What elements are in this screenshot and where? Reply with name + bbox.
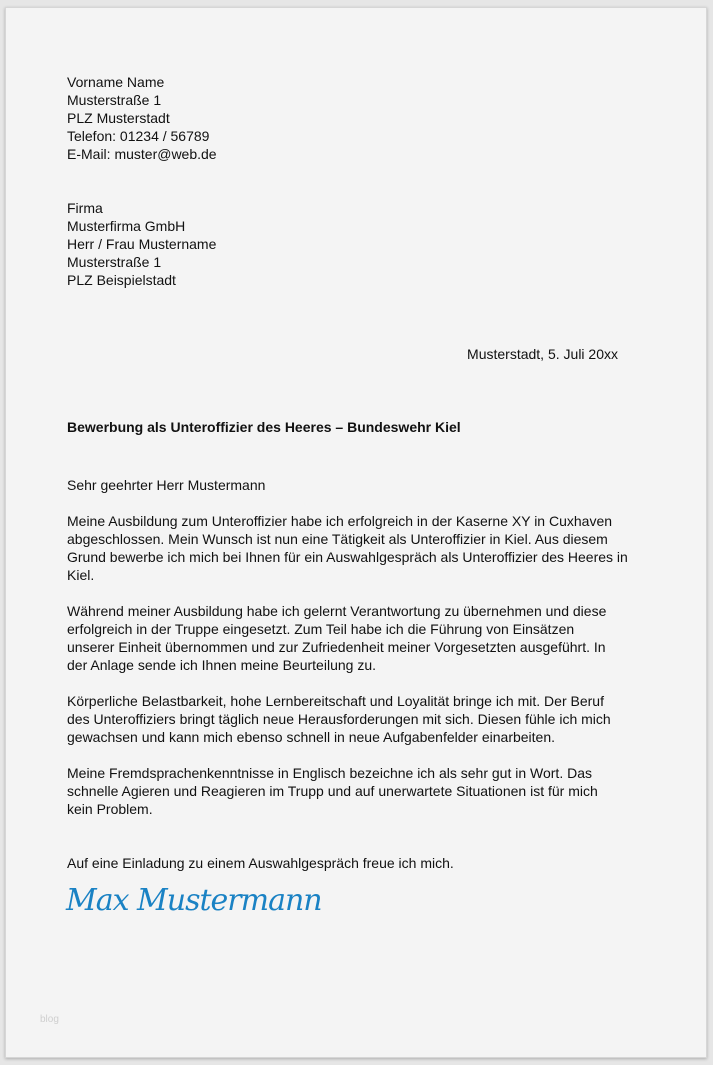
- paragraph-2: [67, 602, 606, 674]
- salutation: Sehr geehrter Herr Mustermann: [67, 477, 266, 493]
- subject-line: Bewerbung als Unteroffizier des Heeres – Bundeswehr Kiel: [67, 419, 461, 435]
- sender-address: [67, 73, 217, 163]
- text-line: unserer Einheit übernommen und zur Zufriedenheit meiner Vorgesetzten ausgeführt. In: [67, 639, 606, 655]
- text-line: gewachsen und kann mich ebenso schnell in neue Aufgabenfelder einarbeiten.: [67, 729, 556, 745]
- sender-line: Musterstraße 1: [67, 92, 162, 108]
- sender-line: E-Mail: muster@web.de: [67, 146, 217, 162]
- text-line: schnelle Agieren und Reagieren im Trupp und auf unerwartete Situationen ist für mich: [67, 783, 598, 799]
- sender-line: PLZ Musterstadt: [67, 110, 170, 126]
- closing-line: Auf eine Einladung zu einem Auswahlgespräch freue ich mich.: [67, 855, 454, 871]
- text-line: Körperliche Belastbarkeit, hohe Lernbereitschaft und Loyalität bringe ich mit. Der Beruf: [67, 693, 604, 709]
- text-line: Meine Fremdsprachenkenntnisse in Englisch bezeichne ich als sehr gut in Wort. Das: [67, 765, 592, 781]
- letter-date: Musterstadt, 5. Juli 20xx: [467, 346, 618, 362]
- letter-page: [5, 7, 707, 1058]
- text-line: Grund bewerbe ich mich bei Ihnen für ein Auswahlgespräch als Unteroffizier des Heeres in: [67, 549, 628, 565]
- text-line: erfolgreich in der Truppe eingesetzt. Zum Teil habe ich die Führung von Einsätzen: [67, 621, 575, 637]
- text-line: Kiel.: [67, 567, 95, 583]
- sender-line: Vorname Name: [67, 74, 165, 90]
- paragraph-4: [67, 764, 598, 818]
- text-line: der Anlage sende ich Ihnen meine Beurteilung zu.: [67, 657, 376, 673]
- recipient-line: PLZ Beispielstadt: [67, 272, 176, 288]
- paragraph-3: [67, 692, 611, 746]
- recipient-address: [67, 199, 216, 289]
- sender-line: Telefon: 01234 / 56789: [67, 128, 210, 144]
- text-line: des Unteroffiziers bringt täglich neue Herausforderungen mit sich. Diesen fühle ich mich: [67, 711, 611, 727]
- recipient-line: Firma: [67, 200, 103, 216]
- signature: Max Mustermann: [66, 883, 322, 918]
- recipient-line: Herr / Frau Mustername: [67, 236, 217, 252]
- watermark: blog: [40, 1014, 59, 1025]
- text-line: Während meiner Ausbildung habe ich gelernt Verantwortung zu übernehmen und diese: [67, 603, 607, 619]
- paragraph-1: [67, 512, 628, 584]
- recipient-line: Musterfirma GmbH: [67, 218, 186, 234]
- recipient-line: Musterstraße 1: [67, 254, 162, 270]
- text-line: Meine Ausbildung zum Unteroffizier habe ich erfolgreich in der Kaserne XY in Cuxhaven: [67, 513, 613, 529]
- text-line: abgeschlossen. Mein Wunsch ist nun eine Tätigkeit als Unteroffizier in Kiel. Aus diesem: [67, 531, 608, 547]
- text-line: kein Problem.: [67, 801, 153, 817]
